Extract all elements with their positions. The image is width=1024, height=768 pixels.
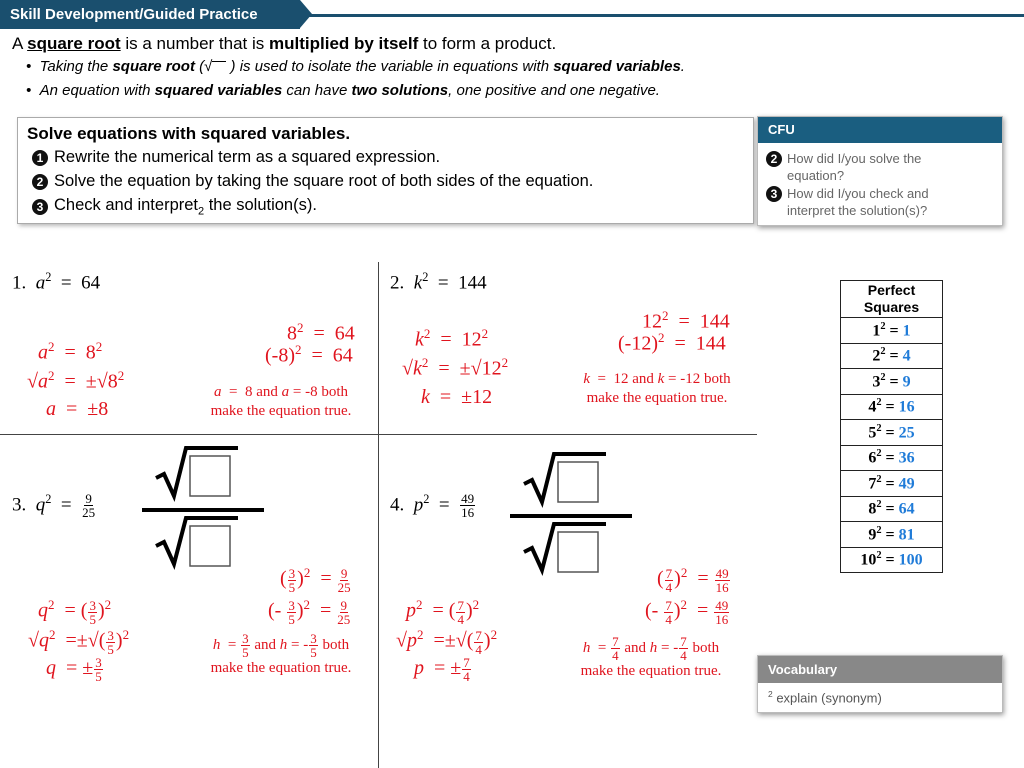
p1-step-3: a = ±8 [46, 398, 109, 420]
p1-check-positive: $8^2 = 64$ [287, 320, 355, 345]
p2-check-positive: $12^2 = 144$ [642, 308, 730, 333]
sqrt-box-diagram-3 [140, 440, 270, 575]
problem-3: 3. $q^2$ = $\frac{9}{25}$ [12, 491, 96, 521]
table-row: $6^2 = 36$ [841, 445, 943, 471]
cfu-question-2: 3 How did I/you check and interpret the solution(s)? [766, 185, 977, 219]
p2-step-2: $√k^2 = \pm√12^2$ [402, 355, 509, 380]
table-row: $3^2 = 9$ [841, 369, 943, 395]
p3-check-positive: ( $\frac{3}{5}$ )$^2$ = $\frac{9}{25}$ [280, 565, 351, 595]
table-row: $4^2 = 16$ [841, 394, 943, 420]
p4-step-3: p = ± $\frac{7}{4}$ [414, 655, 470, 684]
grid-divider-vertical [378, 262, 379, 768]
cfu-panel [757, 116, 1003, 226]
problem-1: 1. $a^2 = 64$ [12, 270, 101, 294]
perfect-squares-header: Perfect Squares [841, 281, 943, 318]
objective-step-1: 1 Rewrite the numerical term as a squared expression. [32, 148, 440, 167]
vocabulary-panel [757, 655, 1003, 713]
objective-step-2: 2 Solve the equation by taking the square root of both sides of the equation. [32, 172, 593, 191]
p2-step-3: k = ±12 [421, 386, 493, 408]
p4-check-negative: (- $\frac{7}{4}$ )$^2$ = $\frac{49}{16}$ [645, 597, 729, 627]
objective-box [17, 117, 754, 224]
problem-2: 2. $k^2 = 144$ [390, 270, 487, 294]
table-row: $2^2 = 4$ [841, 343, 943, 369]
section-header: Skill Development/Guided Practice [0, 0, 300, 29]
p4-note: h = $\frac{7}{4}$ and h = - $\frac{7}{4}$ both make the equation true. [580, 634, 722, 679]
table-row: $1^2 = 1$ [841, 318, 943, 344]
p3-note: h = $\frac{3}{5}$ and h = - $\frac{3}{5}$ both make the equation true. [210, 631, 352, 676]
objective-step-3: 3 Check and interpret$_2$ the solution(s). [32, 196, 317, 217]
problem-4: 4. $p^2$ = $\frac{49}{16}$ [390, 491, 475, 521]
cfu-question-1: 2 How did I/you solve the equation? [766, 150, 977, 184]
header-rule [300, 14, 1024, 17]
table-row: $8^2 = 64$ [841, 496, 943, 522]
intro-bullet-2: • An equation with squared variables can have two solutions, one positive and one negative. [26, 82, 660, 99]
p3-step-2: $√q^2$ =±√( $\frac{3}{5}$ )$^2$ [28, 627, 130, 657]
table-row: $5^2 = 25$ [841, 420, 943, 446]
vocabulary-entry: $^2$ explain (synonym) [768, 689, 882, 706]
p1-note: a = 8 and a = -8 both make the equation true. [210, 384, 352, 419]
p2-check-negative: $(-12)^2 = 144$ [618, 330, 726, 355]
p3-check-negative: (- $\frac{3}{5}$ )$^2$ = $\frac{9}{25}$ [268, 597, 351, 627]
p3-step-1: $q^2$ = ( $\frac{3}{5}$ )$^2$ [38, 597, 112, 627]
intro-definition: A square root is a number that is multiplied by itself to form a product. [12, 34, 557, 53]
table-row: $9^2 = 81$ [841, 522, 943, 548]
intro-bullet-1: • Taking the square root (√ ) is used to isolate the variable in equations with squared variables. [26, 58, 685, 75]
p3-step-3: q = ± $\frac{3}{5}$ [46, 655, 102, 684]
p1-check-negative: $(-8)^2 = 64$ [265, 342, 353, 367]
grid-divider-horizontal [0, 434, 757, 435]
p1-step-1: $a^2 = 8^2$ [38, 339, 103, 364]
table-row: $7^2 = 49$ [841, 471, 943, 497]
p4-check-positive: ( $\frac{7}{4}$ )$^2$ = $\frac{49}{16}$ [657, 565, 729, 595]
p4-step-2: $√p^2$ =±√( $\frac{7}{4}$ )$^2$ [396, 627, 498, 657]
vocabulary-title: Vocabulary [758, 656, 1002, 683]
perfect-squares-table [840, 280, 943, 573]
table-row: $10^2 = 100$ [841, 547, 943, 573]
p4-step-1: $p^2$ = ( $\frac{7}{4}$ )$^2$ [406, 597, 480, 627]
sqrt-box-diagram-4 [508, 446, 638, 581]
cfu-title: CFU [758, 117, 1002, 143]
p1-step-2: $√a^2 = \pm√8^2$ [27, 368, 125, 393]
p2-note: k = 12 and k = -12 both make the equation true. [583, 371, 731, 406]
objective-title: Solve equations with squared variables. [27, 124, 351, 143]
p2-step-1: $k^2 = 12^2$ [415, 326, 489, 351]
